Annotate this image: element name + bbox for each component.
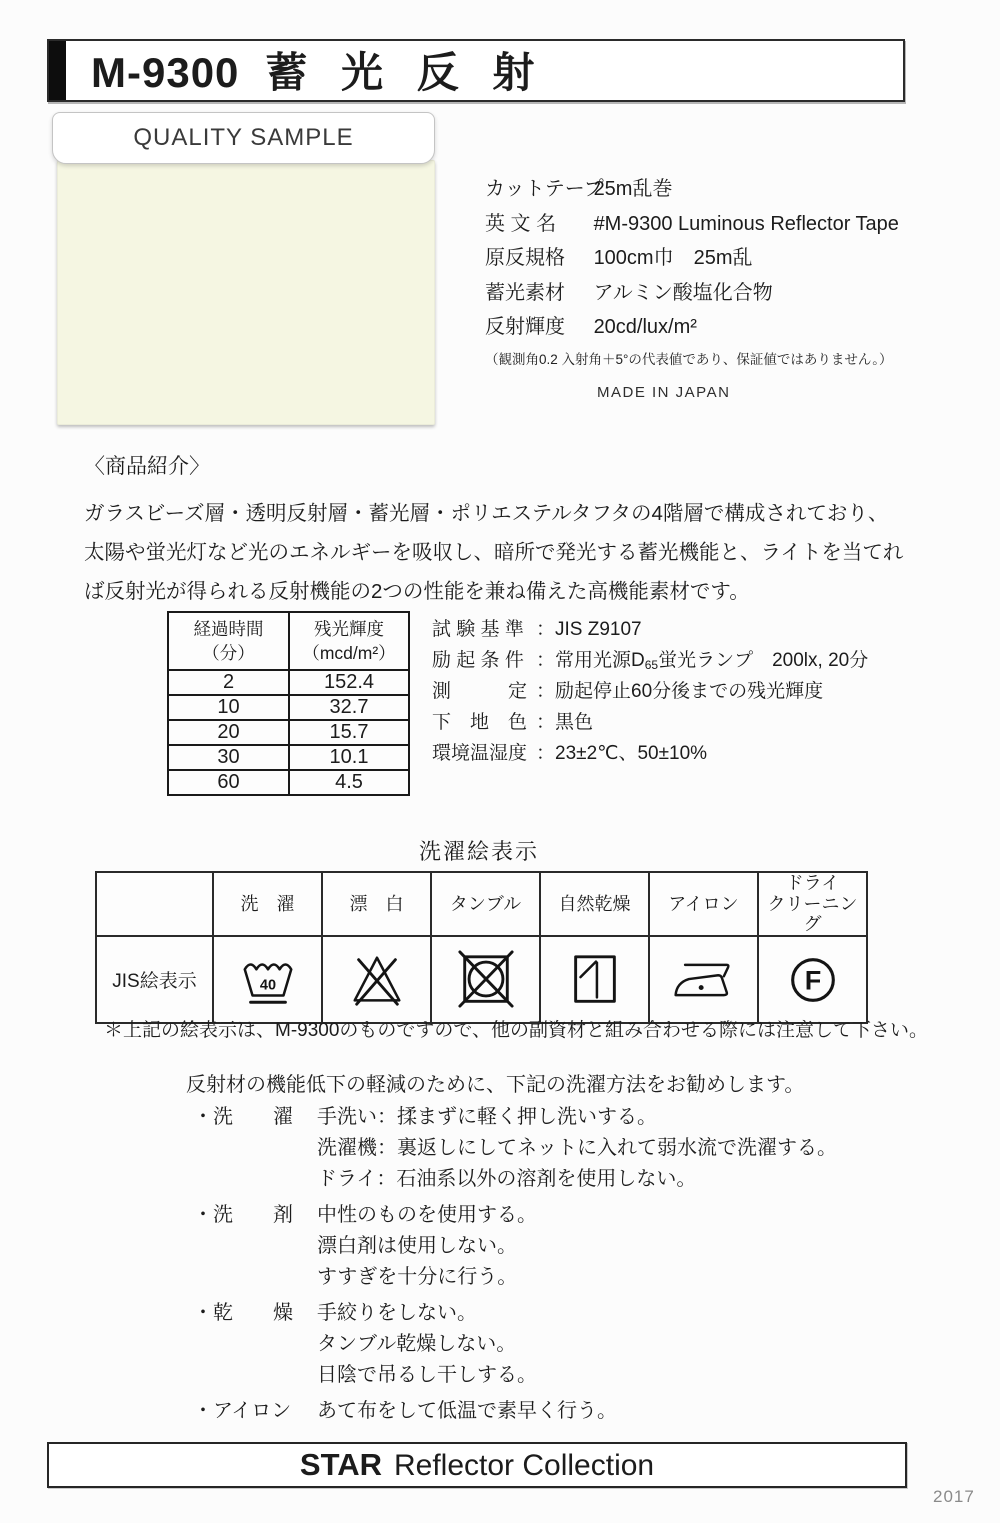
time-cell: 30 <box>168 745 289 770</box>
care-instruction-line: 漂白剤は使用しない。 <box>317 1235 517 1257</box>
spec-row <box>485 207 899 242</box>
test-condition-row <box>432 614 868 645</box>
time-cell: 2 <box>168 670 289 695</box>
page-title-bar <box>47 39 905 102</box>
condition-value: 黒色 <box>555 712 594 733</box>
care-instruction-lines <box>317 1298 537 1391</box>
test-condition-row <box>432 738 868 769</box>
spec-label: 反射輝度 <box>485 316 565 338</box>
spec-list <box>485 172 899 368</box>
spec-label: 蓄光素材 <box>485 281 565 304</box>
care-instruction-item <box>193 1396 837 1427</box>
product-name-kanji: 蓄 光 反 射 <box>265 48 546 96</box>
shade-dry-icon <box>541 950 648 1010</box>
spec-value: 100cm巾 25m乱 <box>593 247 753 269</box>
care-instruction-line: 日陰で吊るし干しする。 <box>317 1364 537 1386</box>
care-instruction-label: ・洗 剤 <box>193 1204 293 1226</box>
elapsed-time-header: 経過時間 （分） <box>168 612 289 670</box>
care-instruction-lines <box>317 1200 537 1293</box>
value-cell: 10.1 <box>289 745 409 770</box>
care-column-header-iron: アイロン <box>649 872 758 936</box>
spec-row <box>485 241 899 276</box>
afterglow-luminance-header: 残光輝度 （mcd/m²） <box>289 612 409 670</box>
year-label: 2017 <box>933 1487 975 1506</box>
care-cell-natural-dry <box>540 936 649 1023</box>
care-table-note: ＊上記の絵表示は、M-9300のものですので、他の副資材と組み合わせる際には注意して下さい。 <box>104 1020 929 1041</box>
care-cell-wash <box>213 936 322 1023</box>
quality-sample-label: QUALITY SAMPLE <box>52 112 435 164</box>
spec-row <box>485 276 899 311</box>
condition-label: 励 起 条 件 <box>432 650 524 671</box>
svg-text:F: F <box>804 964 821 996</box>
care-instruction-item <box>193 1102 837 1195</box>
care-instruction-line: 洗濯機：裏返しにしてネットに入れて弱水流で洗濯する。 <box>317 1137 837 1159</box>
condition-value: 励起停止60分後までの残光輝度 <box>555 681 824 702</box>
condition-value: 23±2℃、50±10% <box>555 743 708 764</box>
care-symbols-title: 洗濯絵表示 <box>418 839 539 864</box>
care-column-header-bleach: 漂 白 <box>322 872 431 936</box>
table-row <box>168 770 409 795</box>
care-column-header-natural-dry: 自然乾燥 <box>540 872 649 936</box>
empty-header-cell <box>96 872 213 936</box>
iron-low-icon <box>650 952 757 1008</box>
care-cell-bleach <box>322 936 431 1023</box>
subscript: 65 <box>644 658 659 672</box>
dry-clean-f-icon <box>759 950 866 1010</box>
separator: ： <box>536 681 556 702</box>
condition-value: JIS Z9107 <box>555 619 642 640</box>
page-title <box>91 39 545 99</box>
spec-disclaimer-note: （観測角0.2 入射角＋5°の代表値であり、保証値ではありません。） <box>485 351 893 367</box>
test-condition-row <box>432 645 868 676</box>
care-instruction-line: 手洗い：揉まずに軽く押し洗いする。 <box>317 1106 657 1128</box>
jis-row-label: JIS絵表示 <box>96 936 213 1023</box>
time-cell: 20 <box>168 720 289 745</box>
care-instructions-list <box>193 1102 837 1432</box>
product-code: M-9300 <box>91 48 240 96</box>
separator: ： <box>536 619 556 640</box>
spec-value: 25m乱巻 <box>593 178 673 200</box>
care-cell-dry-cleaning <box>758 936 867 1023</box>
condition-value: 常用光源D <box>555 650 645 671</box>
table-row <box>168 695 409 720</box>
luminance-table <box>167 611 410 796</box>
wash-40-icon <box>214 950 321 1010</box>
time-cell: 10 <box>168 695 289 720</box>
spec-label: カットテープ <box>485 178 604 200</box>
care-cell-iron <box>649 936 758 1023</box>
care-instruction-label: ・アイロン <box>193 1400 292 1422</box>
spec-label: 原反規格 <box>485 247 565 269</box>
care-instruction-line: 中性のものを使用する。 <box>317 1204 537 1226</box>
care-symbols-table <box>95 871 868 1024</box>
made-in-japan-label: MADE IN JAPAN <box>597 384 731 401</box>
care-instruction-line: 手絞りをしない。 <box>317 1302 477 1324</box>
care-instruction-item <box>193 1298 837 1391</box>
time-cell: 60 <box>168 770 289 795</box>
care-column-header-tumble: タンブル <box>431 872 540 936</box>
condition-label: 測 定 <box>432 681 528 702</box>
table-row <box>168 720 409 745</box>
care-instruction-label: ・洗 濯 <box>193 1106 293 1128</box>
product-intro-section <box>84 450 903 611</box>
table-row <box>168 745 409 770</box>
condition-label: 試 験 基 準 <box>432 619 524 640</box>
care-instruction-line: ドライ：石油系以外の溶剤を使用しない。 <box>317 1168 697 1190</box>
care-column-header-wash: 洗 濯 <box>213 872 322 936</box>
value-cell: 4.5 <box>289 770 409 795</box>
value-cell: 15.7 <box>289 720 409 745</box>
care-cell-tumble <box>431 936 540 1023</box>
care-header-row <box>96 872 867 936</box>
test-condition-row <box>432 676 868 707</box>
table-row <box>168 670 409 695</box>
collection-title: Reflector Collection <box>393 1449 655 1482</box>
care-instruction-item <box>193 1200 837 1293</box>
spec-label: 英 文 名 <box>485 212 557 235</box>
care-instruction-label: ・乾 燥 <box>193 1302 293 1324</box>
intro-heading: 〈商品紹介〉 <box>84 455 210 478</box>
care-instruction-line: あて布をして低温で素早く行う。 <box>317 1400 617 1422</box>
intro-body: ガラスビーズ層・透明反射層・蓄光層・ポリエステルタフタの4階層で構成されており、 太陽や蛍光灯など光のエネルギーを吸収し、暗所で発光する蓄光機能と、ライトを当てれ ば反射光が得られる反射機能の2つの性能を兼ね備えた高機能素材です。 <box>84 502 904 603</box>
svg-text:40: 40 <box>259 977 276 994</box>
title-accent-bar <box>49 41 66 100</box>
table-header-row <box>168 612 409 670</box>
condition-label: 環境温湿度 <box>432 743 528 764</box>
care-instructions-intro: 反射材の機能低下の軽減のために、下記の洗濯方法をお勧めします。 <box>186 1074 805 1096</box>
test-condition-row <box>432 707 868 738</box>
footer-bar <box>47 1442 907 1488</box>
do-not-tumble-icon <box>432 950 539 1010</box>
star-brand-logo: STAR <box>299 1447 382 1482</box>
condition-value: 蛍光ランプ 200lx, 20分 <box>658 650 869 671</box>
condition-label: 下 地 色 <box>432 712 528 733</box>
test-conditions <box>432 614 868 769</box>
care-instruction-line: すすぎを十分に行う。 <box>317 1266 518 1288</box>
care-instruction-line: タンブル乾燥しない。 <box>317 1333 517 1355</box>
separator: ： <box>536 743 556 764</box>
care-icon-row <box>96 936 867 1023</box>
value-cell: 152.4 <box>289 670 409 695</box>
value-cell: 32.7 <box>289 695 409 720</box>
separator: ： <box>536 712 556 733</box>
care-column-header-dry-cleaning: ドライ クリーニング <box>758 872 867 936</box>
care-instruction-lines <box>317 1102 837 1195</box>
care-instruction-lines <box>317 1396 617 1427</box>
spec-row <box>485 310 899 345</box>
spec-value: 20cd/lux/m² <box>593 316 697 338</box>
do-not-bleach-icon <box>323 950 430 1010</box>
sample-swatch <box>57 160 435 425</box>
spec-row <box>485 172 899 207</box>
separator: ： <box>536 650 556 671</box>
spec-value: #M-9300 Luminous Reflector Tape <box>593 212 899 235</box>
spec-value: アルミン酸塩化合物 <box>593 281 773 304</box>
